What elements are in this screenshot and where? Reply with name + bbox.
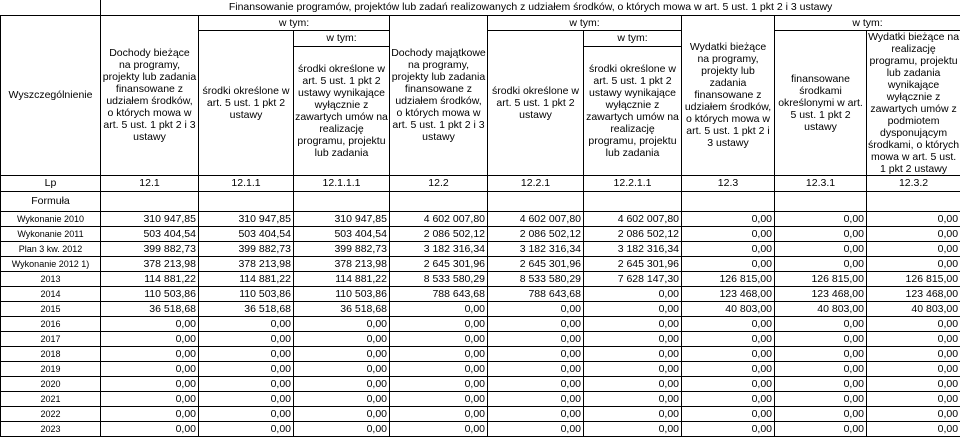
- value-cell: 310 947,85: [101, 211, 199, 226]
- value-cell: 2 086 502,12: [390, 226, 488, 241]
- value-cell: 114 881,22: [199, 271, 294, 286]
- value-cell: 0,00: [390, 316, 488, 331]
- table-row: [1, 421, 960, 436]
- table-title: Finansowanie programów, projektów lub zadań realizowanych z udziałem środków, o których mowa w art. 5 ust. 1 pkt 2 i 3 ustawy: [101, 0, 960, 15]
- row-label: 2020: [1, 376, 101, 391]
- value-cell: 0,00: [294, 406, 390, 421]
- value-cell: 0,00: [682, 226, 775, 241]
- value-cell: 503 404,54: [294, 226, 390, 241]
- value-cell: 110 503,86: [101, 286, 199, 301]
- value-cell: 0,00: [390, 301, 488, 316]
- value-cell: 0,00: [584, 421, 682, 436]
- value-cell: 0,00: [867, 391, 960, 406]
- data-rows: [1, 211, 960, 436]
- value-cell: 0,00: [775, 376, 867, 391]
- w-tym-3: w tym:: [775, 15, 960, 30]
- value-cell: 0,00: [488, 361, 584, 376]
- value-cell: 0,00: [775, 211, 867, 226]
- header-srodki-1: środki określone w art. 5 ust. 1 pkt 2 ustawy: [199, 30, 294, 175]
- value-cell: 36 518,68: [101, 301, 199, 316]
- value-cell: 0,00: [488, 331, 584, 346]
- table-row: [1, 406, 960, 421]
- value-cell: 0,00: [682, 361, 775, 376]
- value-cell: 0,00: [867, 346, 960, 361]
- value-cell: 123 468,00: [682, 286, 775, 301]
- value-cell: 126 815,00: [867, 271, 960, 286]
- lp-num: 12.3.2: [867, 175, 960, 191]
- value-cell: 2 086 502,12: [488, 226, 584, 241]
- value-cell: 503 404,54: [199, 226, 294, 241]
- value-cell: 3 182 316,34: [390, 241, 488, 256]
- value-cell: 110 503,86: [294, 286, 390, 301]
- value-cell: 0,00: [101, 376, 199, 391]
- w-tym-2: w tym:: [488, 15, 682, 30]
- value-cell: 0,00: [682, 241, 775, 256]
- value-cell: 114 881,22: [294, 271, 390, 286]
- lp-num: 12.2.1.1: [584, 175, 682, 191]
- header-srodki-umowy-1: środki określone w art. 5 ust. 1 pkt 2 ustawy wynikające wyłącznie z zawartych umów na realizację programu, projektu lub zadania: [294, 46, 390, 175]
- value-cell: 0,00: [390, 376, 488, 391]
- table-row: [1, 271, 960, 286]
- value-cell: 0,00: [488, 421, 584, 436]
- value-cell: 3 182 316,34: [488, 241, 584, 256]
- w-tym-1: w tym:: [199, 15, 390, 30]
- formula-cell: [867, 191, 960, 211]
- w-tym-2a: w tym:: [584, 30, 682, 46]
- value-cell: 0,00: [584, 316, 682, 331]
- value-cell: 0,00: [775, 226, 867, 241]
- value-cell: 0,00: [199, 361, 294, 376]
- value-cell: 0,00: [682, 256, 775, 271]
- value-cell: 0,00: [488, 376, 584, 391]
- row-label: 2013: [1, 271, 101, 286]
- value-cell: 0,00: [867, 421, 960, 436]
- value-cell: 0,00: [584, 361, 682, 376]
- row-label: 2022: [1, 406, 101, 421]
- formula-label: Formuła: [1, 191, 101, 211]
- value-cell: 2 645 301,96: [488, 256, 584, 271]
- table-row: [1, 376, 960, 391]
- row-label: Wykonanie 2012 1): [1, 256, 101, 271]
- value-cell: 0,00: [294, 346, 390, 361]
- value-cell: 2 086 502,12: [584, 226, 682, 241]
- formula-cell: [199, 191, 294, 211]
- value-cell: 2 645 301,96: [584, 256, 682, 271]
- lp-num: 12.1.1.1: [294, 175, 390, 191]
- value-cell: 0,00: [775, 346, 867, 361]
- value-cell: 2 645 301,96: [390, 256, 488, 271]
- header-wydatki-biezace: Wydatki bieżące na programy, projekty lub zadania finansowane z udziałem środków, o których mowa w art. 5 ust. 1 pkt 2 i 3 ustawy: [682, 15, 775, 175]
- table-row: [1, 256, 960, 271]
- value-cell: 0,00: [775, 361, 867, 376]
- row-label: 2023: [1, 421, 101, 436]
- row-label: 2017: [1, 331, 101, 346]
- value-cell: 0,00: [775, 316, 867, 331]
- value-cell: 110 503,86: [199, 286, 294, 301]
- header-srodki-2: środki określone w art. 5 ust. 1 pkt 2 ustawy: [488, 30, 584, 175]
- value-cell: 36 518,68: [294, 301, 390, 316]
- value-cell: 0,00: [867, 376, 960, 391]
- value-cell: 0,00: [101, 331, 199, 346]
- table-row: [1, 226, 960, 241]
- value-cell: 0,00: [682, 421, 775, 436]
- value-cell: 0,00: [390, 421, 488, 436]
- value-cell: 0,00: [199, 391, 294, 406]
- value-cell: 378 213,98: [101, 256, 199, 271]
- header-dochody-majatkowe: Dochody majątkowe na programy, projekty lub zadania finansowane z udziałem środków, o których mowa w art. 5 ust. 1 pkt 2 i 3 ustawy: [390, 15, 488, 175]
- row-label: 2016: [1, 316, 101, 331]
- value-cell: 399 882,73: [101, 241, 199, 256]
- value-cell: 0,00: [101, 421, 199, 436]
- value-cell: 0,00: [488, 406, 584, 421]
- header-wyszczegolnienie: Wyszczególnienie: [1, 15, 101, 175]
- value-cell: 0,00: [101, 361, 199, 376]
- table-row: [1, 241, 960, 256]
- value-cell: 40 803,00: [867, 301, 960, 316]
- value-cell: 399 882,73: [199, 241, 294, 256]
- value-cell: 0,00: [682, 376, 775, 391]
- value-cell: 0,00: [488, 301, 584, 316]
- value-cell: 0,00: [101, 346, 199, 361]
- row-label: Plan 3 kw. 2012: [1, 241, 101, 256]
- value-cell: 4 602 007,80: [390, 211, 488, 226]
- value-cell: 0,00: [867, 256, 960, 271]
- value-cell: 8 533 580,29: [390, 271, 488, 286]
- formula-cell: [488, 191, 584, 211]
- value-cell: 0,00: [775, 241, 867, 256]
- row-label: 2018: [1, 346, 101, 361]
- value-cell: 0,00: [294, 316, 390, 331]
- lp-num: 12.3: [682, 175, 775, 191]
- formula-cell: [294, 191, 390, 211]
- value-cell: 0,00: [101, 406, 199, 421]
- value-cell: 310 947,85: [294, 211, 390, 226]
- value-cell: 0,00: [867, 316, 960, 331]
- value-cell: 0,00: [584, 406, 682, 421]
- value-cell: 399 882,73: [294, 241, 390, 256]
- value-cell: 0,00: [682, 391, 775, 406]
- value-cell: 0,00: [867, 361, 960, 376]
- lp-num: 12.1: [101, 175, 199, 191]
- value-cell: 0,00: [867, 241, 960, 256]
- row-label: Wykonanie 2011: [1, 226, 101, 241]
- table-row: [1, 331, 960, 346]
- value-cell: 0,00: [775, 406, 867, 421]
- value-cell: 0,00: [867, 226, 960, 241]
- value-cell: 3 182 316,34: [584, 241, 682, 256]
- value-cell: 0,00: [775, 391, 867, 406]
- header-dochody-biezace: Dochody bieżące na programy, projekty lub zadania finansowane z udziałem środków, o których mowa w art. 5 ust. 1 pkt 2 i 3 ustawy: [101, 15, 199, 175]
- value-cell: 0,00: [584, 286, 682, 301]
- value-cell: 0,00: [488, 391, 584, 406]
- value-cell: 0,00: [682, 331, 775, 346]
- header-wydatki-umowy: Wydatki bieżące na realizację programu, projektu lub zadania wynikające wyłącznie z zawartych umów z podmiotem dysponującym środkami, o których mowa w art. 5 ust. 1 pkt 2 ustawy: [867, 30, 960, 175]
- value-cell: 0,00: [682, 346, 775, 361]
- value-cell: 0,00: [199, 331, 294, 346]
- value-cell: 0,00: [294, 376, 390, 391]
- value-cell: 0,00: [390, 331, 488, 346]
- row-label: 2015: [1, 301, 101, 316]
- lp-num: 12.3.1: [775, 175, 867, 191]
- value-cell: 0,00: [867, 211, 960, 226]
- table-row: [1, 211, 960, 226]
- value-cell: 0,00: [488, 316, 584, 331]
- w-tym-1a: w tym:: [294, 30, 390, 46]
- formula-cell: [101, 191, 199, 211]
- value-cell: 7 628 147,30: [584, 271, 682, 286]
- row-label: 2014: [1, 286, 101, 301]
- value-cell: 0,00: [199, 316, 294, 331]
- header-finansowane: finansowane środkami określonymi w art. 5 ust. 1 pkt 2 ustawy: [775, 30, 867, 175]
- value-cell: 0,00: [101, 316, 199, 331]
- table-row: [1, 316, 960, 331]
- value-cell: 0,00: [584, 391, 682, 406]
- value-cell: 788 643,68: [390, 286, 488, 301]
- value-cell: 0,00: [775, 331, 867, 346]
- value-cell: 0,00: [488, 346, 584, 361]
- value-cell: 123 468,00: [775, 286, 867, 301]
- formula-cell: [390, 191, 488, 211]
- value-cell: 378 213,98: [199, 256, 294, 271]
- table-row: [1, 391, 960, 406]
- row-label: 2019: [1, 361, 101, 376]
- value-cell: 0,00: [101, 391, 199, 406]
- formula-cell: [682, 191, 775, 211]
- lp-label: Lp: [1, 175, 101, 191]
- value-cell: 4 602 007,80: [488, 211, 584, 226]
- table-row: [1, 346, 960, 361]
- value-cell: 0,00: [294, 391, 390, 406]
- value-cell: 0,00: [390, 406, 488, 421]
- row-label: Wykonanie 2010: [1, 211, 101, 226]
- value-cell: 0,00: [199, 376, 294, 391]
- value-cell: 0,00: [294, 361, 390, 376]
- value-cell: 0,00: [584, 301, 682, 316]
- value-cell: 0,00: [775, 256, 867, 271]
- table-row: [1, 286, 960, 301]
- value-cell: 36 518,68: [199, 301, 294, 316]
- value-cell: 8 533 580,29: [488, 271, 584, 286]
- value-cell: 0,00: [294, 331, 390, 346]
- value-cell: 788 643,68: [488, 286, 584, 301]
- value-cell: 123 468,00: [867, 286, 960, 301]
- value-cell: 126 815,00: [682, 271, 775, 286]
- value-cell: 0,00: [199, 421, 294, 436]
- header-srodki-umowy-2: środki określone w art. 5 ust. 1 pkt 2 ustawy wynikające wyłącznie z zawartych umów na realizację programu, projektu lub zadania: [584, 46, 682, 175]
- value-cell: 4 602 007,80: [584, 211, 682, 226]
- value-cell: 0,00: [584, 346, 682, 361]
- value-cell: 0,00: [775, 421, 867, 436]
- value-cell: 0,00: [199, 406, 294, 421]
- value-cell: 0,00: [682, 406, 775, 421]
- value-cell: 0,00: [294, 421, 390, 436]
- value-cell: 40 803,00: [775, 301, 867, 316]
- corner-cell: [1, 0, 101, 15]
- value-cell: 378 213,98: [294, 256, 390, 271]
- value-cell: 114 881,22: [101, 271, 199, 286]
- row-label: 2021: [1, 391, 101, 406]
- value-cell: 503 404,54: [101, 226, 199, 241]
- value-cell: 0,00: [867, 331, 960, 346]
- value-cell: 0,00: [390, 391, 488, 406]
- value-cell: 0,00: [390, 361, 488, 376]
- table-row: [1, 301, 960, 316]
- lp-num: 12.1.1: [199, 175, 294, 191]
- formula-cell: [775, 191, 867, 211]
- lp-num: 12.2.1: [488, 175, 584, 191]
- value-cell: 310 947,85: [199, 211, 294, 226]
- value-cell: 0,00: [682, 316, 775, 331]
- value-cell: 0,00: [199, 346, 294, 361]
- value-cell: 0,00: [584, 331, 682, 346]
- formula-cell: [584, 191, 682, 211]
- value-cell: 0,00: [867, 406, 960, 421]
- value-cell: 0,00: [682, 211, 775, 226]
- value-cell: 0,00: [584, 376, 682, 391]
- value-cell: 0,00: [390, 346, 488, 361]
- table-row: [1, 361, 960, 376]
- value-cell: 40 803,00: [682, 301, 775, 316]
- value-cell: 126 815,00: [775, 271, 867, 286]
- lp-num: 12.2: [390, 175, 488, 191]
